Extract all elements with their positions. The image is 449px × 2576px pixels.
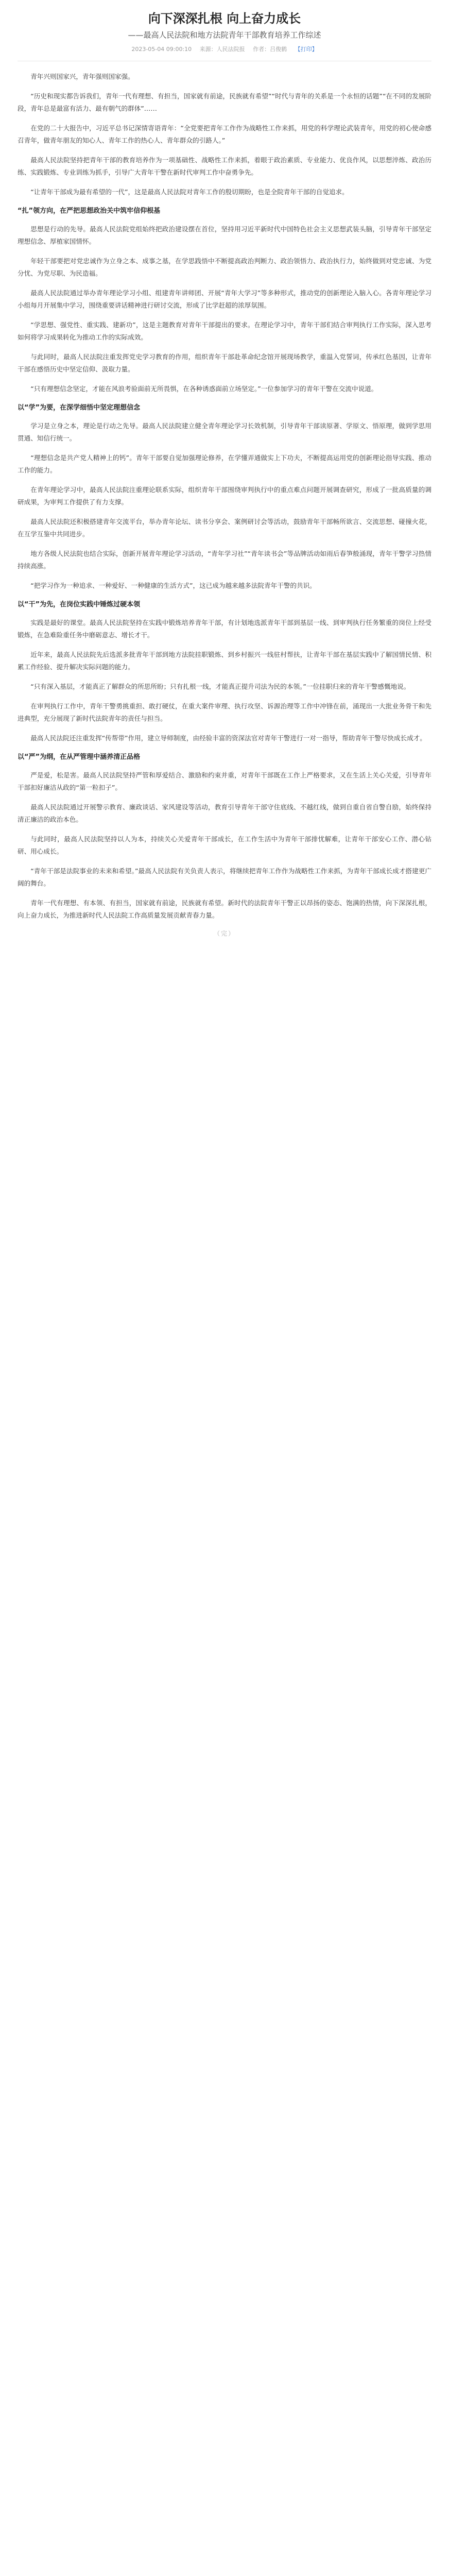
article-meta: [18, 45, 431, 54]
body-paragraph: 与此同时，最高人民法院注重发挥党史学习教育的作用，组织青年干部赴革命纪念馆开展现场教学，重温入党誓词，传承红色基因，让青年干部在感悟历史中坚定信仰、汲取力量。: [18, 353, 431, 373]
body-paragraph: 青年兴则国家兴，青年强则国家强。: [30, 73, 134, 80]
body-paragraph: 地方各级人民法院也结合实际，创新开展青年理论学习活动，“青年学习社”“青年读书会”等品牌活动如雨后春笋般涌现，青年干警学习热情持续高涨。: [18, 550, 431, 570]
body-paragraph: 最高人民法院通过举办青年理论学习小组、组建青年讲师团、开展“青年大学习”等多种形式，推动党的创新理论入脑入心。各青年理论学习小组每月开展集中学习，围绕重要讲话精神进行研讨交流，形成了比学赶超的浓厚氛围。: [18, 289, 431, 309]
body-paragraph: 实践是最好的课堂。最高人民法院坚持在实践中锻炼培养青年干部，有计划地选派青年干部到基层一线、到审判执行任务繁重的岗位上经受锻炼，在急难险重任务中磨砺意志、增长才干。: [18, 619, 431, 639]
body-paragraph: 最高人民法院通过开展警示教育、廉政谈话、家风建设等活动，教育引导青年干部守住底线、不越红线，做到自重自省自警自励，始终保持清正廉洁的政治本色。: [18, 803, 431, 823]
article-source: 来源：人民法院报: [199, 46, 245, 53]
body-paragraph: “只有理想信念坚定，才能在风浪考验面前无所畏惧，在各种诱惑面前立场坚定。”一位参加学习的青年干警在交流中说道。: [30, 385, 378, 393]
body-paragraph: “把学习作为一种追求、一种爱好、一种健康的生活方式”，这已成为越来越多法院青年干警的共识。: [30, 582, 316, 589]
section-heading: 以“干”为先，在岗位实践中锤炼过硬本领: [18, 601, 141, 608]
body-paragraph: 在审判执行工作中，青年干警勇挑重担、敢打硬仗，在重大案件审理、执行攻坚、诉源治理等工作中冲锋在前，涌现出一大批业务骨干和先进典型，充分展现了新时代法院青年的责任与担当。: [18, 702, 431, 722]
article-author: 作者：吕俊鹤: [253, 46, 287, 53]
body-paragraph: “让青年干部成为最有希望的一代”，这是最高人民法院对青年工作的殷切期盼，也是全院青年干部的自觉追求。: [30, 188, 349, 196]
section-heading: “扎”领方向，在严把思想政治关中筑牢信仰根基: [18, 207, 161, 215]
article-page: [0, 0, 449, 938]
article-title: 向下深深扎根 向上奋力成长: [148, 11, 301, 26]
body-paragraph: 近年来，最高人民法院先后选派多批青年干部到地方法院挂职锻炼、到乡村振兴一线驻村帮扶，让青年干部在基层实践中了解国情民情、积累工作经验、提升解决实际问题的能力。: [18, 651, 431, 671]
article-end-mark: （完）: [213, 930, 235, 937]
body-paragraph: 严是爱，松是害。最高人民法院坚持严管和厚爱结合、激励和约束并重，对青年干部既在工作上严格要求，又在生活上关心关爱，引导青年干部扣好廉洁从政的“第一粒扣子”。: [18, 771, 431, 791]
body-paragraph: 青年一代有理想、有本领、有担当，国家就有前途，民族就有希望。新时代的法院青年干警正以昂扬的姿态、饱满的热情，向下深深扎根，向上奋力成长，为推进新时代人民法院工作高质量发展贡献青春力量。: [18, 899, 431, 919]
body-paragraph: “只有深入基层，才能真正了解群众的所思所盼；只有扎根一线，才能真正提升司法为民的本领。”一位挂职归来的青年干警感慨地说。: [30, 683, 410, 690]
section-heading: 以“严”为纲，在从严管理中涵养清正品格: [18, 753, 141, 761]
body-paragraph: 在青年理论学习中，最高人民法院注重理论联系实际，组织青年干部围绕审判执行中的重点难点问题开展调查研究，形成了一批高质量的调研成果，为审判工作提供了有力支撑。: [18, 486, 431, 506]
body-paragraph: “理想信念是共产党人精神上的钙”。青年干部要自觉加强理论修养，在学懂弄通做实上下功夫，不断提高运用党的创新理论指导实践、推动工作的能力。: [18, 454, 431, 474]
body-paragraph: “历史和现实都告诉我们，青年一代有理想、有担当，国家就有前途，民族就有希望”“时代与青年的关系是一个永恒的话题”“在不同的发展阶段，青年总是最富有活力、最有朝气的群体”……: [18, 92, 431, 112]
body-paragraph: 在党的二十大报告中，习近平总书记深情寄语青年：“全党要把青年工作作为战略性工作来抓，用党的科学理论武装青年，用党的初心使命感召青年，做青年朋友的知心人、青年工作的热心人、青年群众的引路人。”: [18, 124, 431, 144]
body-paragraph: 学习是立身之本，理论是行动之先导。最高人民法院建立健全青年理论学习长效机制，引导青年干部读原著、学原文、悟原理，做到学思用贯通、知信行统一。: [18, 422, 431, 442]
print-link[interactable]: 【打印】: [295, 46, 318, 53]
body-paragraph: 最高人民法院坚持把青年干部的教育培养作为一项基础性、战略性工作来抓，着眼于政治素质、专业能力、优良作风，以思想淬炼、政治历练、实践锻炼、专业训练为抓手，引导广大青年干警在新时代审判工作中奋勇争先。: [18, 156, 431, 176]
body-paragraph: 最高人民法院还积极搭建青年交流平台，举办青年论坛、读书分享会、案例研讨会等活动，鼓励青年干部畅所欲言、交流思想、碰撞火花，在互学互鉴中共同进步。: [18, 518, 431, 538]
article-subtitle: ——最高人民法院和地方法院青年干部教育培养工作综述: [128, 30, 321, 40]
publish-date: 2023-05-04 09:00:10: [131, 46, 192, 53]
body-paragraph: 与此同时，最高人民法院坚持以人为本，持续关心关爱青年干部成长，在工作生活中为青年干部排忧解难，让青年干部安心工作、潜心钻研、用心成长。: [18, 835, 431, 855]
body-paragraph: “青年干部是法院事业的未来和希望。”最高人民法院有关负责人表示，将继续把青年工作作为战略性工作来抓，为青年干部成长成才搭建更广阔的舞台。: [18, 867, 431, 887]
body-paragraph: 最高人民法院还注重发挥“传帮带”作用，建立导师制度，由经验丰富的资深法官对青年干警进行一对一指导，帮助青年干警尽快成长成才。: [30, 734, 426, 742]
body-paragraph: 思想是行动的先导。最高人民法院党组始终把政治建设摆在首位，坚持用习近平新时代中国特色社会主义思想武装头脑，引导青年干部坚定理想信念、厚植家国情怀。: [18, 225, 431, 245]
article-body: [18, 71, 431, 922]
section-heading: 以“学”为要，在深学细悟中坚定理想信念: [18, 404, 141, 412]
body-paragraph: 年轻干部要把对党忠诚作为立身之本、成事之基，在学思践悟中不断提高政治判断力、政治领悟力、政治执行力，始终做到对党忠诚、为党分忧、为党尽职、为民造福。: [18, 257, 431, 277]
body-paragraph: “学思想、强党性、重实践、建新功”，这是主题教育对青年干部提出的要求。在理论学习中，青年干部们结合审判执行工作实际，深入思考如何将学习成果转化为推动工作的实际成效。: [18, 321, 431, 341]
